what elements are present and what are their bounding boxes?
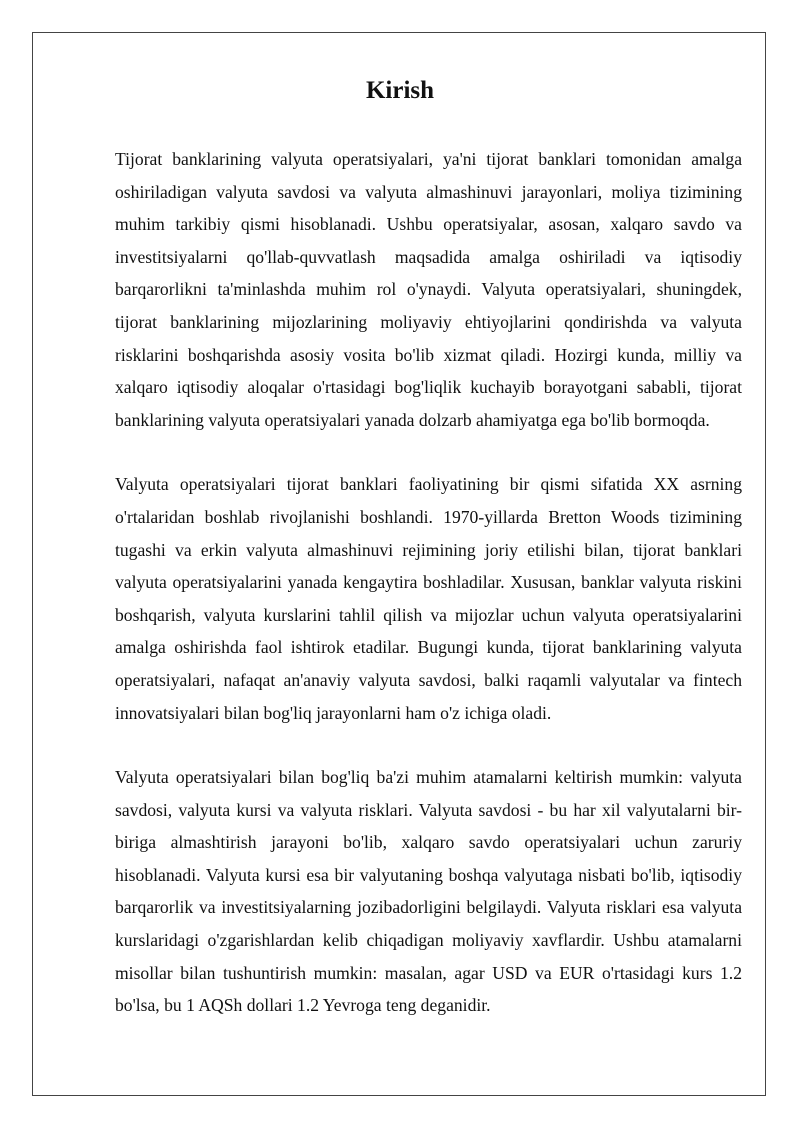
paragraph-history: Valyuta operatsiyalari tijorat banklari faoliyatining bir qismi sifatida XX asrning o'rtalaridan boshlab rivojlanishi boshlandi. 1970-yillarda Bretton Woods tizimining tugashi va erkin valyuta almashinuvi rejimining joriy etilishi bilan, tijorat banklari valyuta operatsiyalarini yanada kengaytira boshladilar. Xususan, banklar valyuta riskini boshqarish, valyuta kurslarini tahlil qilish va mijozlar uchun valyuta operatsiyalarini amalga oshirishda faol ishtirok etadilar. Bugungi kunda, tijorat banklarining valyuta operatsiyalari, nafaqat an'anaviy valyuta savdosi, balki raqamli valyutalar va fintech innovatsiyalari bilan bog'liq jarayonlarni ham o'z ichiga oladi. — [115, 474, 742, 723]
document-body — [115, 143, 742, 1054]
paragraph-introduction: Tijorat banklarining valyuta operatsiyalari, ya'ni tijorat banklari tomonidan amalga oshiriladigan valyuta savdosi va valyuta almashinuvi jarayonlari, moliya tizimining muhim tarkibiy qismi hisoblanadi. Ushbu operatsiyalar, asosan, xalqaro savdo va investitsiyalarni qo'llab-quvvatlash maqsadida amalga oshiriladi va iqtisodiy barqarorlikni ta'minlashda muhim rol o'ynaydi. Valyuta operatsiyalari, shuningdek, tijorat banklarining mijozlarining moliyaviy ehtiyojlarini qondirishda va valyuta risklarini boshqarishda asosiy vosita bo'lib xizmat qiladi. Hozirgi kunda, milliy va xalqaro iqtisodiy aloqalar o'rtasidagi bog'liqlik kuchayib borayotgani sababli, tijorat banklarining valyuta operatsiyalari yanada dolzarb ahamiyatga ega bo'lib bormoqda. — [115, 149, 742, 430]
page-title: Kirish — [365, 77, 435, 104]
paragraph-terms: Valyuta operatsiyalari bilan bog'liq ba'zi muhim atamalarni keltirish mumkin: valyuta savdosi, valyuta kursi va valyuta risklari. Valyuta savdosi - bu har xil valyutalarni bir-biriga almashtirish jarayoni bo'lib, xalqaro savdo operatsiyalari uchun zaruriy hisoblanadi. Valyuta kursi esa bir valyutaning boshqa valyutaga nisbati bo'lib, iqtisodiy barqarorlik va investitsiyalarning jozibadorligini belgilaydi. Valyuta risklari esa valyuta kurslaridagi o'zgarishlardan kelib chiqadigan moliyaviy xavflardir. Ushbu atamalarni misollar bilan tushuntirish mumkin: masalan, agar USD va EUR o'rtasidagi kurs 1.2 bo'lsa, bu 1 AQSh dollari 1.2 Yevroga teng deganidir. — [115, 767, 742, 1016]
